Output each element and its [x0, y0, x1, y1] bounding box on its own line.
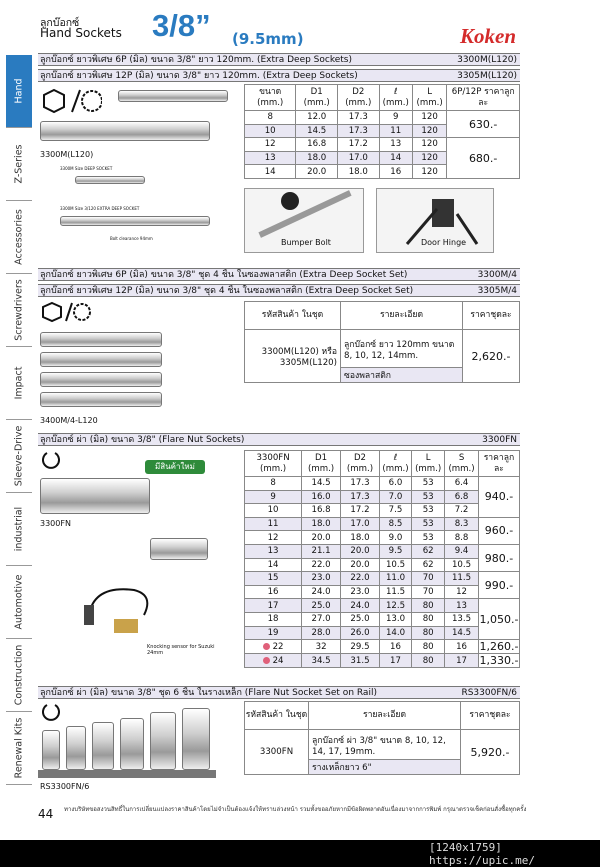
table-row — [245, 490, 520, 504]
table-cell: 11 — [379, 124, 412, 138]
table-cell: 15 — [245, 572, 302, 586]
table-cell: 13.0 — [379, 612, 411, 626]
side-tab-label: Hand — [13, 78, 25, 104]
side-tab-label: Impact — [13, 366, 25, 400]
table-cell: 53 — [412, 517, 445, 531]
table-cell: 80 — [412, 626, 445, 640]
knock-sensor-image — [84, 585, 164, 645]
table-row — [245, 585, 520, 599]
table-cell: 29.5 — [341, 640, 380, 654]
side-tab[interactable] — [6, 566, 32, 639]
table-cell: 22.0 — [341, 572, 380, 586]
bumper-bolt-photo — [244, 188, 364, 253]
table-cell: 6.8 — [445, 490, 479, 504]
table-cell: 24.0 — [341, 599, 380, 613]
table-cell: 20.0 — [302, 531, 341, 545]
image-watermark: [1240x1759] https://upic.me/ — [429, 841, 535, 867]
side-tab-label: Renewal Kits — [13, 717, 25, 779]
table-cell: 16.8 — [302, 504, 341, 518]
table-cell: 17 — [445, 654, 479, 668]
table-cell: 31.5 — [341, 654, 380, 668]
table-cell: 27.0 — [302, 612, 341, 626]
column-header: L (mm.) — [412, 451, 445, 477]
table-cell: 16 — [379, 640, 411, 654]
column-header: D2 (mm.) — [341, 451, 380, 477]
table-cell: 6.4 — [445, 477, 479, 491]
table-cell: 7.0 — [379, 490, 411, 504]
table-cell: 23.0 — [341, 585, 380, 599]
table-cell: 8.3 — [445, 517, 479, 531]
rail-socket-image — [182, 708, 210, 770]
side-tab-label: Z-Series — [13, 144, 25, 184]
socket-rail — [38, 770, 216, 778]
table-cell: 8.8 — [445, 531, 479, 545]
diagram-caption: 3300M Size DEEP SOCKET — [60, 166, 113, 171]
set-table-flare-nut: รหัสสินค้า ในชุด รายละเอียด ราคาชุดละ 3300FN ลูกบ๊อกซ์ ผ่า 3/8" ขนาด 8, 10, 12, 14, 17, 19mm. 5,920.- รางเหล็กยาว 6" — [244, 701, 520, 775]
table-row — [245, 477, 520, 491]
table-cell: 13 — [245, 151, 296, 165]
diagram-caption: 3300M Size 3/120 EXTRA DEEP SOCKET — [60, 206, 140, 211]
table-cell: 70 — [412, 585, 445, 599]
size-value: 24 — [272, 655, 284, 666]
column-header: ขนาด (mm.) — [245, 85, 296, 111]
table-row — [245, 517, 520, 531]
table-row — [245, 504, 520, 518]
side-tab[interactable] — [6, 712, 32, 785]
table-cell: 18.0 — [337, 165, 379, 179]
side-tab-label: Construction — [13, 644, 25, 706]
table-cell: 25.0 — [341, 612, 380, 626]
section-bar-rs3300fn6: ลูกบ๊อกซ์ ผ่า (มิล) ขนาด 3/8" ชุด 6 ชิ้น ในรางเหล็ก (Flare Nut Socket Set on Rail) RS3300FN/6 — [38, 686, 520, 699]
table-cell: 21.1 — [302, 544, 341, 558]
footer-note: ทางบริษัทขอสงวนสิทธิ์ในการเปลี่ยนแปลงราคาสินค้าโดยไม่จำเป็นต้องแจ้งให้ทราบล่วงหน้า รวมทั้งขออภัยหากมีข้อผิดพลาดอันเนื่องมาจากการพิมพ์ กรุณาตรวจเช็คก่อนสั่งซื้อทุกครั้ง — [64, 806, 527, 813]
title-thai: ลูกบ๊อกซ์ — [40, 17, 80, 29]
price-cell: 630.- — [447, 111, 520, 138]
table-cell: 13.5 — [445, 612, 479, 626]
table-cell: 19 — [245, 626, 302, 640]
side-tab[interactable] — [6, 201, 32, 274]
table-cell: 25.0 — [302, 599, 341, 613]
table-cell: 14 — [245, 558, 302, 572]
table-cell: 120 — [412, 165, 446, 179]
bumper-bolt-label: Bumper Bolt — [281, 238, 331, 247]
image-label-3300fn: 3300FN — [40, 519, 71, 528]
section-bar-3305m: ลูกบ๊อกซ์ ยาวพิเศษ 12P (มิล) ขนาด 3/8" ยาว 120mm. (Extra Deep Sockets) 3305M(L120) — [38, 69, 520, 82]
table-cell: 14 — [245, 165, 296, 179]
image-label-3400m4: 3400M/4-L120 — [40, 416, 98, 425]
door-hinge-label: Door Hinge — [421, 238, 467, 247]
table-cell: 53 — [412, 531, 445, 545]
table-row — [245, 572, 520, 586]
table-cell: 17 — [245, 599, 302, 613]
side-tab[interactable] — [6, 347, 32, 420]
table-cell: 11.0 — [379, 572, 411, 586]
table-row — [245, 626, 520, 640]
table-cell: 10 — [245, 124, 296, 138]
hex-profile-icon — [42, 301, 92, 323]
table-cell: 10.5 — [379, 558, 411, 572]
table-cell: 17 — [379, 654, 411, 668]
flare-nut-socket-image — [40, 478, 150, 514]
flare-nut-profile-icon — [42, 703, 60, 721]
table-cell: 9 — [379, 111, 412, 125]
drive-size-mm: (9.5mm) — [232, 30, 304, 48]
table-cell: 8 — [245, 477, 302, 491]
table-cell — [245, 640, 302, 654]
socket-set-image — [40, 332, 162, 347]
table-cell: 20.0 — [341, 544, 380, 558]
table-row — [245, 531, 520, 545]
table-cell: 17.3 — [341, 477, 380, 491]
image-label-3300m: 3300M(L120) — [40, 150, 94, 159]
column-header: ℓ (mm.) — [379, 451, 411, 477]
side-tab[interactable] — [6, 128, 32, 201]
table-cell: 80 — [412, 654, 445, 668]
table-row — [245, 138, 520, 152]
table-cell: 18 — [245, 612, 302, 626]
table-cell: 120 — [412, 124, 446, 138]
sensor-caption: Knocking sensor for Suzuki 24mm — [147, 644, 215, 656]
table-cell: 16 — [379, 165, 412, 179]
table-cell: 17.3 — [341, 490, 380, 504]
table-row — [245, 612, 520, 626]
table-cell: 62 — [412, 544, 445, 558]
price-cell: 1,330.- — [479, 654, 519, 668]
table-cell: 11 — [245, 517, 302, 531]
table-cell: 7.2 — [445, 504, 479, 518]
table-row — [245, 654, 520, 668]
section-bar-3300m4: ลูกบ๊อกซ์ ยาวพิเศษ 6P (มิล) ขนาด 3/8" ชุด 4 ชิ้น ในซองพลาสติก (Extra Deep Socket Set) 3300M/4 — [38, 268, 520, 281]
new-product-badge: มีสินค้าใหม่ — [145, 460, 205, 474]
table-cell: 17.2 — [341, 504, 380, 518]
side-tabs — [6, 55, 32, 785]
table-cell: 28.0 — [302, 626, 341, 640]
table-row — [245, 111, 520, 125]
section-bar-3300m: ลูกบ๊อกซ์ ยาวพิเศษ 6P (มิล) ขนาด 3/8" ยาว 120mm. (Extra Deep Sockets) 3300M(L120) — [38, 53, 520, 66]
spec-table-flare-nut — [244, 450, 520, 668]
price-cell: 1,050.- — [478, 599, 519, 640]
table-cell: 11.5 — [379, 585, 411, 599]
side-tab-label: Screwdrivers — [13, 279, 25, 341]
table-row — [245, 558, 520, 572]
table-cell: 13 — [445, 599, 479, 613]
flare-nut-profile-icon — [42, 451, 60, 469]
table-row — [245, 640, 520, 654]
image-label-rs3300fn6: RS3300FN/6 — [40, 782, 90, 791]
side-tab-label: Accessories — [13, 209, 25, 265]
table-cell — [245, 654, 302, 668]
table-cell: 80 — [412, 599, 445, 613]
table-cell: 120 — [412, 138, 446, 152]
price-cell: 680.- — [447, 138, 520, 179]
table-cell: 53 — [412, 490, 445, 504]
table-cell: 14.5 — [296, 124, 338, 138]
table-cell: 80 — [412, 640, 445, 654]
table-cell: 62 — [412, 558, 445, 572]
side-tab-label: Automotive — [13, 574, 25, 630]
table-cell: 13 — [245, 544, 302, 558]
table-cell: 9 — [245, 490, 302, 504]
section-bar-3305m4: ลูกบ๊อกซ์ ยาวพิเศษ 12P (มิล) ขนาด 3/8" ชุด 4 ชิ้น ในซองพลาสติก (Extra Deep Socket Set) 3305M/4 — [38, 284, 520, 297]
rail-socket-image — [42, 730, 60, 770]
deep-socket-diagram — [75, 176, 145, 184]
column-header: S (mm.) — [445, 451, 479, 477]
table-cell: 9.4 — [445, 544, 479, 558]
table-cell: 16.0 — [302, 490, 341, 504]
rail-socket-image — [120, 718, 144, 770]
table-cell: 18.0 — [296, 151, 338, 165]
table-cell: 20.0 — [341, 558, 380, 572]
side-tab-label: industrial — [13, 506, 25, 552]
extra-deep-socket-diagram — [60, 216, 210, 226]
table-cell: 8.5 — [379, 517, 411, 531]
table-cell: 17.0 — [341, 517, 380, 531]
table-cell: 23.0 — [302, 572, 341, 586]
table-cell: 14.5 — [302, 477, 341, 491]
table-cell: 10.5 — [445, 558, 479, 572]
table-cell: 7.5 — [379, 504, 411, 518]
table-cell: 16 — [245, 585, 302, 599]
table-cell: 12 — [245, 531, 302, 545]
table-cell: 12.5 — [379, 599, 411, 613]
column-header: 3300FN (mm.) — [245, 451, 302, 477]
column-header: D1 (mm.) — [302, 451, 341, 477]
rail-socket-image — [66, 726, 86, 770]
column-header: ราคาลูกละ — [478, 451, 519, 477]
page-number: 44 — [38, 807, 54, 821]
column-header: D1 (mm.) — [296, 85, 338, 111]
price-cell: 990.- — [478, 572, 519, 599]
socket-diagram — [118, 90, 228, 102]
table-cell: 32 — [302, 640, 341, 654]
table-cell: 17.0 — [337, 151, 379, 165]
table-cell: 17.3 — [337, 111, 379, 125]
table-cell: 12.0 — [296, 111, 338, 125]
section-bar-3300fn: ลูกบ๊อกซ์ ผ่า (มิล) ขนาด 3/8" (Flare Nut Sockets) 3300FN — [38, 433, 520, 446]
table-cell: 18.0 — [302, 517, 341, 531]
table-cell: 9.0 — [379, 531, 411, 545]
diagram-caption: Bolt clearance 94mm — [110, 236, 153, 241]
price-cell: 980.- — [478, 544, 519, 571]
table-cell: 53 — [412, 477, 445, 491]
hex-profile-icon — [42, 88, 102, 114]
table-cell: 70 — [412, 572, 445, 586]
table-cell: 10 — [245, 504, 302, 518]
table-cell: 26.0 — [341, 626, 380, 640]
table-cell: 14.5 — [445, 626, 479, 640]
table-row — [245, 544, 520, 558]
side-tab[interactable] — [6, 639, 32, 712]
side-tab-label: Sleeve-Drive — [13, 425, 25, 487]
drive-size: 3/8” — [152, 8, 211, 43]
table-cell: 120 — [412, 151, 446, 165]
flare-nut-diagram — [150, 538, 208, 560]
table-cell: 6.0 — [379, 477, 411, 491]
table-cell: 22.0 — [302, 558, 341, 572]
rail-socket-image — [150, 712, 176, 770]
column-header: ℓ (mm.) — [379, 85, 412, 111]
table-cell: 9.5 — [379, 544, 411, 558]
koken-logo: Koken — [460, 24, 517, 48]
door-hinge-photo — [376, 188, 494, 253]
table-cell: 120 — [412, 111, 446, 125]
side-tab[interactable] — [6, 274, 32, 347]
socket-set-image — [40, 352, 162, 367]
spec-table-extra-deep — [244, 84, 520, 179]
table-cell: 53 — [412, 504, 445, 518]
price-cell: 1,260.- — [479, 640, 519, 654]
rail-socket-image — [92, 722, 114, 770]
table-cell: 18.0 — [341, 531, 380, 545]
new-item-dot — [263, 657, 270, 664]
table-cell: 12 — [245, 138, 296, 152]
socket-set-image — [40, 392, 162, 407]
title-english: Hand Sockets — [40, 26, 122, 40]
side-tab[interactable] — [6, 420, 32, 493]
side-tab[interactable] — [6, 55, 32, 128]
price-cell: 940.- — [478, 477, 519, 518]
table-cell: 24.0 — [302, 585, 341, 599]
table-cell: 16 — [445, 640, 479, 654]
price-cell: 960.- — [478, 517, 519, 544]
table-cell: 20.0 — [296, 165, 338, 179]
table-cell: 17.2 — [337, 138, 379, 152]
table-cell: 34.5 — [302, 654, 341, 668]
socket-set-image — [40, 372, 162, 387]
column-header: D2 (mm.) — [337, 85, 379, 111]
size-value: 22 — [272, 641, 284, 652]
side-tab[interactable] — [6, 493, 32, 566]
table-row — [245, 599, 520, 613]
extra-deep-socket-image — [40, 121, 210, 141]
table-cell: 17.3 — [337, 124, 379, 138]
table-cell: 13 — [379, 138, 412, 152]
column-header: L (mm.) — [412, 85, 446, 111]
table-cell: 16.8 — [296, 138, 338, 152]
table-cell: 8 — [245, 111, 296, 125]
table-cell: 80 — [412, 612, 445, 626]
set-table-extra-deep: รหัสสินค้า ในชุด รายละเอียด ราคาชุดละ 3300M(L120) หรือ 3305M(L120) ลูกบ๊อกซ์ ยาว 120mm ขนาด 8, 10, 12, 14mm. 2,620.- ซองพลาสติก — [244, 301, 520, 383]
table-cell: 14.0 — [379, 626, 411, 640]
table-cell: 14 — [379, 151, 412, 165]
column-header: 6P/12P ราคาลูกละ — [447, 85, 520, 111]
table-cell: 12 — [445, 585, 479, 599]
new-item-dot — [263, 643, 270, 650]
table-cell: 11.5 — [445, 572, 479, 586]
